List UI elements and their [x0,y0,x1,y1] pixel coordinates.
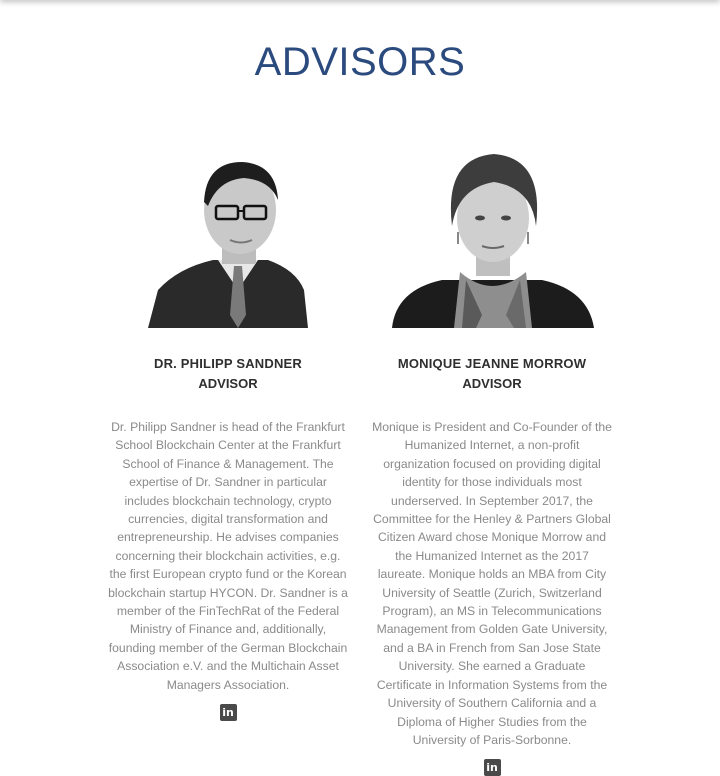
advisor-photo [118,140,338,328]
portrait-woman-illustration [382,140,602,328]
advisor-bio: Monique is President and Co-Founder of the Humanized Internet, a non-profit organization focused on providing digital identity for those individuals most underserved. In September 2017, the Committee for the Henley & Partners Global Citizen Award chose Monique Morrow and the Humanized Internet as the 2017 laureate. Monique holds an MBA from City University of Seattle (Zurich, Switzerland Program), an MS in Telecommunications Management from Golden Gate University, and a BA in French from San Jose State University. She earned a Graduate Certificate in Information Systems from the University of Southern California and a Diploma of Higher Studies from the University of Paris-Sorbonne. [372,420,612,747]
portrait-man-illustration [118,140,338,328]
linkedin-icon[interactable]: in [484,759,501,776]
advisor-role: ADVISOR [462,376,522,391]
advisor-card-sandner [103,140,353,721]
advisor-name: MONIQUE JEANNE MORROW [397,356,587,371]
linkedin-icon[interactable]: in [220,704,237,721]
advisor-name: DR. PHILIPP SANDNER [153,356,303,371]
advisor-card-morrow [367,140,617,776]
advisor-bio: Dr. Philipp Sandner is head of the Frankfurt School Blockchain Center at the Frankfurt School of Finance & Management. The expertise of Dr. Sandner in particular includes blockchain technology, crypto currencies, digital transformation and entrepreneurship. He advises companies concerning their blockchain activities, e.g. the first European crypto fund or the Korean blockchain startup HYCON. Dr. Sandner is a member of the FinTechRat of the Federal Ministry of Finance and, additionally, founding member of the German Blockchain Association e.V. and the Multichain Asset Managers Association. [108,420,348,692]
section-title: ADVISORS [254,40,466,84]
advisor-photo [382,140,602,328]
advisor-role: ADVISOR [198,376,258,391]
